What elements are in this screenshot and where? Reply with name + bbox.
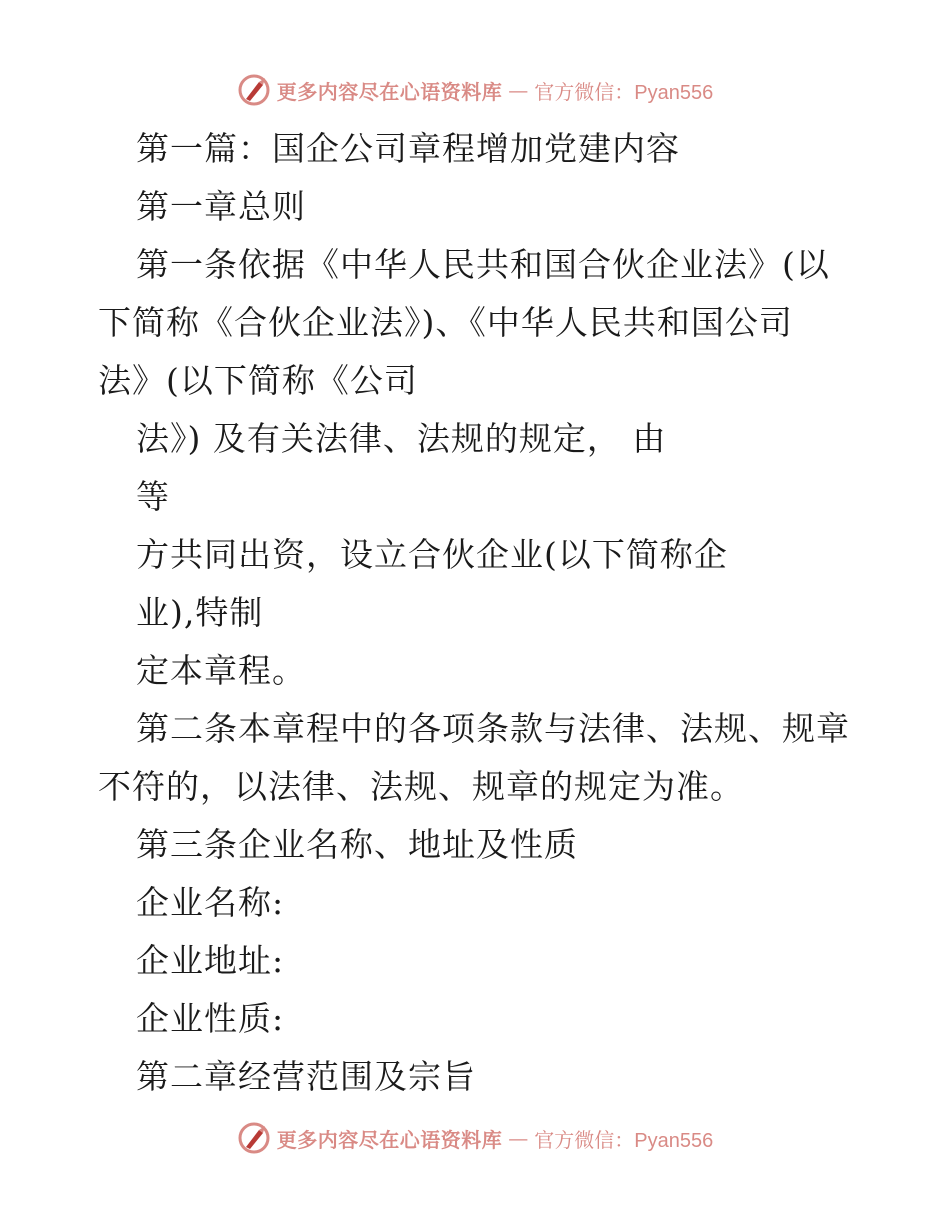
watermark-separator: —	[508, 78, 529, 102]
article-heading: 第三条企业名称、地址及性质	[136, 825, 578, 864]
watermark-site-text: 更多内容尽在心语资料库	[276, 79, 503, 104]
field-line-company-name: 企业名称:	[136, 883, 285, 922]
watermark-site-text: 更多内容尽在心语资料库	[276, 1127, 503, 1152]
field-line-company-nature: 企业性质:	[136, 999, 285, 1038]
chapter-heading: 第一章总则	[136, 187, 306, 226]
paragraph-line: 业),特制	[136, 593, 264, 632]
watermark-separator: —	[508, 1126, 529, 1150]
footer-watermark	[0, 1118, 950, 1158]
paragraph-line: 定本章程。	[136, 651, 306, 690]
paragraph-line: 等	[136, 477, 170, 516]
paragraph-line: 法》) 及有关法律、法规的规定， 由	[136, 419, 667, 458]
document-body	[98, 120, 858, 1106]
paragraph-line: 第一条依据《中华人民共和国合伙企业法》(以	[136, 245, 830, 284]
watermark-contact-text: 官方微信：Pyan556	[534, 1129, 714, 1152]
paragraph-line: 方共同出资，设立合伙企业(以下简称企	[136, 535, 728, 574]
header-watermark	[0, 70, 950, 110]
quill-logo-icon	[237, 73, 271, 107]
paragraph-line: 法》(以下简称《公司	[98, 361, 418, 400]
quill-logo-icon	[237, 1121, 271, 1155]
watermark-contact-text: 官方微信：Pyan556	[534, 81, 714, 104]
paragraph-line: 不符的，以法律、法规、规章的规定为准。	[98, 767, 744, 806]
document-title: 第一篇：国企公司章程增加党建内容	[136, 129, 680, 168]
chapter-heading: 第二章经营范围及宗旨	[136, 1057, 476, 1096]
field-line-company-address: 企业地址:	[136, 941, 285, 980]
paragraph-line: 第二条本章程中的各项条款与法律、法规、规章	[136, 709, 850, 748]
paragraph-line: 下简称《合伙企业法》)、《中华人民共和国公司	[98, 303, 793, 342]
